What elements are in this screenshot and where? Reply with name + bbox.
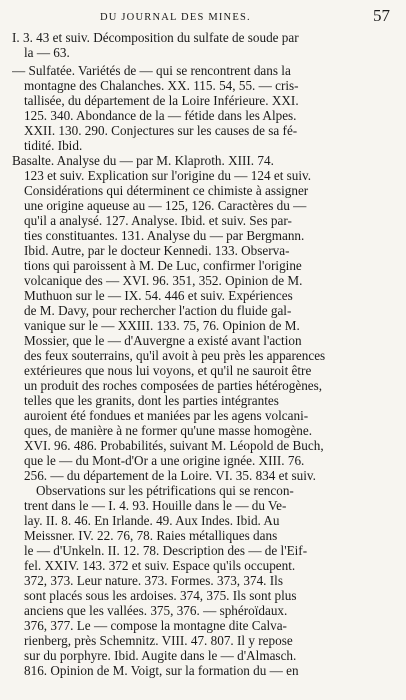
page-header: [20, 6, 392, 30]
text-line: 816. Opinion de M. Voigt, sur la formation du — en: [24, 663, 299, 678]
text-line: Basalte. Analyse du — par M. Klaproth. XIII. 74.: [12, 153, 274, 168]
text-line: Mossier, que le — d'Auvergne a existé avant l'action: [24, 333, 302, 348]
text-line: Observations sur les pétrifications qui se rencon-: [36, 483, 294, 498]
text-line: 372, 373. Leur nature. 373. Formes. 373, 374. Ils: [24, 573, 283, 588]
text-line: Considérations qui déterminent ce chimiste à assigner: [24, 183, 309, 198]
text-line: XVI. 96. 486. Probabilités, suivant M. Léopold de Buch,: [24, 438, 324, 453]
text-line: XXII. 130. 290. Conjectures sur les causes de sa fé-: [24, 123, 298, 138]
text-line: qu'il a analysé. 127. Analyse. Ibid. et suiv. Ses par-: [24, 213, 292, 228]
text-line: Muthuon sur le — IX. 54. 446 et suiv. Expériences: [24, 288, 293, 303]
text-line: lay. II. 8. 46. En Irlande. 49. Aux Indes. Ibid. Au: [24, 513, 280, 528]
text-line: une origine aqueuse au — 125, 126. Caractères du —: [24, 198, 307, 213]
text-line: ties constituantes. 131. Analyse du — par Bergmann.: [24, 228, 305, 243]
text-line: Ibid. Autre, par le docteur Kennedi. 133. Observa-: [24, 243, 290, 258]
text-line: anciens que les vallées. 375, 376. — sphéroïdaux.: [24, 603, 288, 618]
text-line: volcanique des — XVI. 96. 351, 352. Opinion de M.: [24, 273, 303, 288]
text-line: tidité. Ibid.: [24, 138, 83, 153]
text-line: extérieures que nous lui voyons, et qu'il ne sauroit être: [24, 363, 312, 378]
text-line: tallisée, du département de la Loire Inférieure. XXI.: [24, 93, 299, 108]
text-line: rienberg, près Schemnitz. VIII. 47. 807. Il y repose: [24, 633, 293, 648]
text-line: la — 63.: [24, 45, 70, 60]
text-line: trent dans le — I. 4. 93. Houille dans le — du Ve-: [24, 498, 287, 513]
text-line: un produit des roches composées de parties hétérogènes,: [24, 378, 323, 393]
text-line: Meissner. IV. 22. 76, 78. Raies métalliques dans: [24, 528, 278, 543]
text-line: 256. — du département de la Loire. VI. 35. 834 et suiv.: [24, 468, 316, 483]
text-line: I. 3. 43 et suiv. Décomposition du sulfate de soude par: [12, 30, 299, 45]
text-line: sur du porphyre. Ibid. Augite dans le — d'Almasch.: [24, 648, 297, 663]
text-line: 123 et suiv. Explication sur l'origine du — 124 et suiv.: [24, 168, 312, 183]
text-line: vanique sur le — XXIII. 133. 75, 76. Opinion de M.: [24, 318, 300, 333]
text-line: montagne des Chalanches. XX. 115. 54, 55. — cris-: [24, 78, 299, 93]
running-head: DU JOURNAL DES MINES.: [100, 12, 251, 23]
text-line: auroient été fondues et maniées par les agens volcani-: [24, 408, 309, 423]
text-line: ques, de manière à ne former qu'une masse homogène.: [24, 423, 313, 438]
page-number: 57: [373, 6, 390, 25]
text-line: fel. XXIV. 143. 372 et suiv. Espace qu'ils occupent.: [24, 558, 296, 573]
text-line: le — d'Unkeln. II. 12. 78. Description des — de l'Eif-: [24, 543, 308, 558]
text-line: sont placés sous les ardoises. 374, 375. Ils sont plus: [24, 588, 297, 603]
text-line: que le — du Mont-d'Or a une origine ignée. XIII. 76.: [24, 453, 305, 468]
text-line: des feux souterrains, qu'il avoit à peu près les apparences: [24, 348, 326, 363]
text-line: de M. Davy, pour rechercher l'action du fluide gal-: [24, 303, 292, 318]
text-line: tions qui paroissent à M. De Luc, confirmer l'origine: [24, 258, 302, 273]
text-line: 376, 377. Le — compose la montagne dite Calva-: [24, 618, 287, 633]
text-line: telles que les granits, dont les parties intégrantes: [24, 393, 279, 408]
text-line: 125. 340. Abondance de la — fétide dans les Alpes.: [24, 108, 297, 123]
text-line: — Sulfatée. Variétés de — qui se rencontrent dans la: [12, 63, 291, 78]
